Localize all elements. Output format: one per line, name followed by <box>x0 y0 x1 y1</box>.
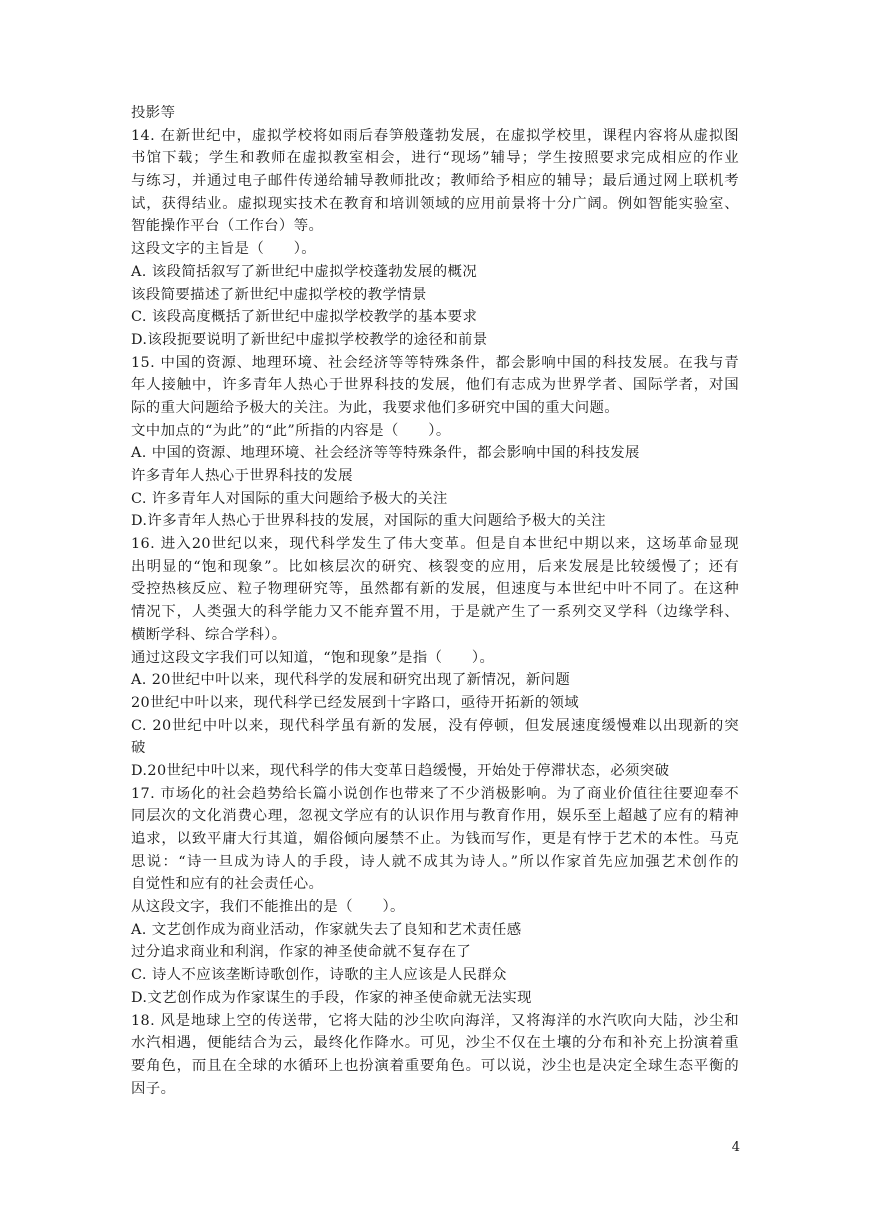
text-line: 横断学科、综合学科）。 <box>131 626 287 643</box>
text-line: 投影等 <box>131 105 176 121</box>
text-line: 智能操作平台（工作台）等。 <box>131 218 324 235</box>
text-line: 情况下，人类强大的科学能力又不能弃置不用，于是就产生了一系列交叉学科（边缘学科、 <box>131 604 739 621</box>
text-line: 要角色，而且在全球的水循环上也扮演着重要角色。可以说，沙尘也是决定全球生态平衡的 <box>131 1057 739 1074</box>
text-line: C. 许多青年人对国际的重大问题给予极大的关注 <box>131 490 448 507</box>
text-line: 因子。 <box>131 1080 176 1097</box>
text-line: D.该段扼要说明了新世纪中虚拟学校教学的途径和前景 <box>131 331 488 348</box>
text-line: 16. 进入20世纪以来，现代科学发生了伟大变革。但是自本世纪中期以来，这场革命显现 <box>131 536 739 553</box>
text-line: D.20世纪中叶以来，现代科学的伟大变革日趋缓慢，开始处于停滞状态，必须突破 <box>131 762 670 779</box>
text-line: C. 20世纪中叶以来，现代科学虽有新的发展，没有停顿，但发展速度缓慢难以出现新的突 <box>131 717 739 734</box>
text-line: C. 该段高度概括了新世纪中虚拟学校教学的基本要求 <box>131 309 478 326</box>
text-line: 17. 市场化的社会趋势给长篇小说创作也带来了不少消极影响。为了商业价值往往要迎奉不 <box>131 785 739 802</box>
text-line: 破 <box>131 740 146 757</box>
text-line: D.许多青年人热心于世界科技的发展，对国际的重大问题给予极大的关注 <box>131 513 606 530</box>
text-line: C. 诗人不应该垄断诗歌创作，诗歌的主人应该是人民群众 <box>131 967 507 984</box>
text-line: 文中加点的“为此”的“此”所指的内容是（ ）。 <box>131 422 451 439</box>
text-line: A. 文艺创作成为商业活动，作家就失去了良知和艺术责任感 <box>131 921 522 938</box>
text-line: 该段简要描述了新世纪中虚拟学校的教学情景 <box>131 286 427 303</box>
page-number: 4 <box>731 1140 740 1155</box>
text-line: 许多青年人热心于世界科技的发展 <box>131 468 353 484</box>
text-line: 试，获得结业。虚拟现实技术在教育和培训领域的应用前景将十分广阔。例如智能实验室、 <box>131 195 739 212</box>
text-line: 际的重大问题给予极大的关注。为此，我要求他们多研究中国的重大问题。 <box>131 399 620 416</box>
text-line: 受控热核反应、粒子物理研究等，虽然都有新的发展，但速度与本世纪中叶不同了。在这种 <box>131 581 739 598</box>
text-line: 20世纪中叶以来，现代科学已经发展到十字路口，亟待开拓新的领域 <box>131 694 580 711</box>
text-line: 14. 在新世纪中，虚拟学校将如雨后春笋般蓬勃发展，在虚拟学校里，课程内容将从虚拟图 <box>131 127 739 144</box>
text-line: 同层次的文化消费心理，忽视文学应有的认识作用与教育作用，娱乐至上超越了应有的精神 <box>131 808 739 825</box>
text-line: A. 该段简括叙写了新世纪中虚拟学校蓬勃发展的概况 <box>131 263 478 280</box>
text-line: A. 20世纪中叶以来，现代科学的发展和研究出现了新情况，新问题 <box>131 672 571 689</box>
text-line: 从这段文字，我们不能推出的是（ ）。 <box>131 899 405 916</box>
text-line: 思说：“诗一旦成为诗人的手段，诗人就不成其为诗人。”所以作家首先应加强艺术创作的 <box>131 853 739 870</box>
text-line: A. 中国的资源、地理环境、社会经济等等特殊条件，都会影响中国的科技发展 <box>131 445 640 462</box>
text-line: 通过这段文字我们可以知道，“饱和现象”是指（ ）。 <box>131 649 495 666</box>
text-line: 书馆下载；学生和教师在虚拟教室相会，进行“现场”辅导；学生按照要求完成相应的作业 <box>131 150 739 167</box>
text-line: 与练习，并通过电子邮件传递给辅导教师批改；教师给予相应的辅导；最后通过网上联机考 <box>131 173 739 190</box>
text-line: 15. 中国的资源、地理环境、社会经济等等特殊条件，都会影响中国的科技发展。在我与青 <box>131 354 739 371</box>
text-line: 18. 风是地球上空的传送带，它将大陆的沙尘吹向海洋，又将海洋的水汽吹向大陆，沙尘和 <box>131 1012 739 1029</box>
text-line: 年人接触中，许多青年人热心于世界科技的发展，他们有志成为世界学者、国际学者，对国 <box>131 377 739 394</box>
text-line: 水汽相遇，便能结合为云，最终化作降水。可见，沙尘不仅在土壤的分布和补充上扮演着重 <box>131 1035 739 1052</box>
document-body <box>131 102 739 1100</box>
text-line: 过分追求商业和利润，作家的神圣使命就不复存在了 <box>131 944 472 961</box>
text-line: 出明显的“饱和现象”。比如核层次的研究、核裂变的应用，后来发展是比较缓慢了；还有 <box>131 558 739 575</box>
text-line: D.文艺创作成为作家谋生的手段，作家的神圣使命就无法实现 <box>131 989 532 1006</box>
text-line: 追求，以致平庸大行其道，媚俗倾向屡禁不止。为钱而写作，更是有悖于艺术的本性。马克 <box>131 831 739 847</box>
text-line: 这段文字的主旨是（ ）。 <box>131 241 317 258</box>
text-line: 自觉性和应有的社会责任心。 <box>131 876 324 893</box>
